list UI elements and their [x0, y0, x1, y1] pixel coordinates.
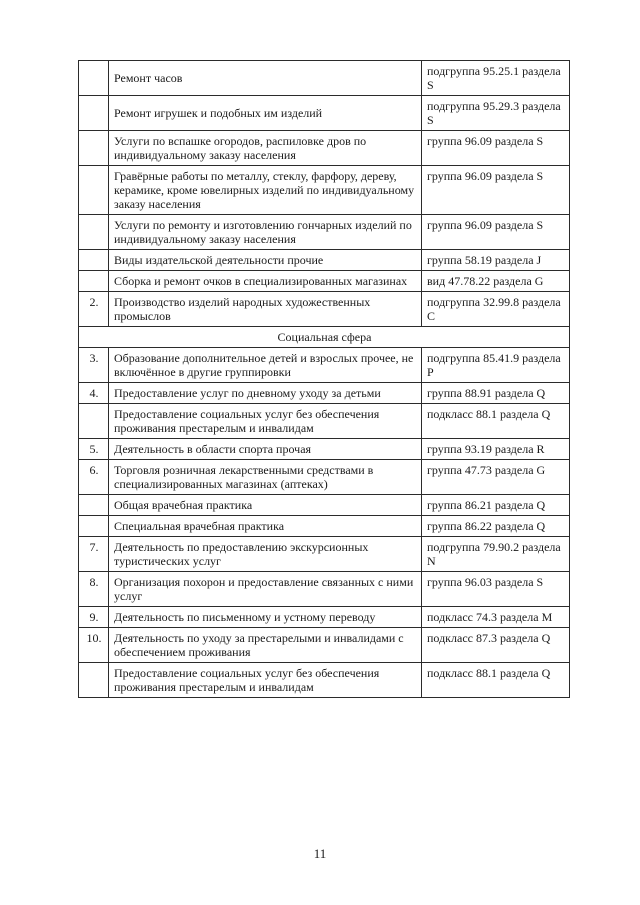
- item-number: 10.: [79, 628, 109, 663]
- item-number: [79, 663, 109, 698]
- activity-name: Виды издательской деятельности прочие: [109, 250, 422, 271]
- table-row: [79, 516, 570, 537]
- okved-code: группа 96.09 раздела S: [422, 131, 570, 166]
- okved-code: подкласс 87.3 раздела Q: [422, 628, 570, 663]
- activity-name: Ремонт игрушек и подобных им изделий: [109, 96, 422, 131]
- item-number: [79, 404, 109, 439]
- activity-name: Специальная врачебная практика: [109, 516, 422, 537]
- okved-code: подгруппа 95.25.1 раздела S: [422, 61, 570, 96]
- activity-name: Предоставление социальных услуг без обеспечения проживания престарелым и инвалидам: [109, 663, 422, 698]
- table-row: [79, 215, 570, 250]
- okved-code: подгруппа 32.99.8 раздела C: [422, 292, 570, 327]
- table-row: [79, 250, 570, 271]
- table-row: [79, 572, 570, 607]
- activity-name: Предоставление социальных услуг без обеспечения проживания престарелым и инвалидам: [109, 404, 422, 439]
- okved-code: группа 47.73 раздела G: [422, 460, 570, 495]
- item-number: [79, 96, 109, 131]
- activity-name: Ремонт часов: [109, 61, 422, 96]
- table-row: [79, 439, 570, 460]
- table-row: [79, 383, 570, 404]
- item-number: [79, 131, 109, 166]
- okved-code: группа 96.03 раздела S: [422, 572, 570, 607]
- table-row: [79, 292, 570, 327]
- table-row: [79, 166, 570, 215]
- activity-name: Деятельность по письменному и устному переводу: [109, 607, 422, 628]
- table-row: [79, 537, 570, 572]
- okved-code: подкласс 74.3 раздела M: [422, 607, 570, 628]
- activity-name: Услуги по ремонту и изготовлению гончарных изделий по индивидуальному заказу населения: [109, 215, 422, 250]
- section-title: Социальная сфера: [79, 327, 570, 348]
- item-number: [79, 516, 109, 537]
- okved-code: группа 86.21 раздела Q: [422, 495, 570, 516]
- okved-code: вид 47.78.22 раздела G: [422, 271, 570, 292]
- okved-code: группа 96.09 раздела S: [422, 166, 570, 215]
- page-number: 11: [313, 846, 327, 861]
- activity-code-table: [78, 60, 570, 698]
- activity-name: Гравёрные работы по металлу, стеклу, фарфору, дереву, керамике, кроме ювелирных изделий по индивидуальному заказу населения: [109, 166, 422, 215]
- table-row: [79, 61, 570, 96]
- activity-name: Общая врачебная практика: [109, 495, 422, 516]
- activity-name: Предоставление услуг по дневному уходу за детьми: [109, 383, 422, 404]
- item-number: 2.: [79, 292, 109, 327]
- item-number: 6.: [79, 460, 109, 495]
- okved-code: подгруппа 79.90.2 раздела N: [422, 537, 570, 572]
- table-row: [79, 348, 570, 383]
- okved-code: подгруппа 85.41.9 раздела P: [422, 348, 570, 383]
- item-number: 4.: [79, 383, 109, 404]
- okved-code: группа 58.19 раздела J: [422, 250, 570, 271]
- activity-name: Организация похорон и предоставление связанных с ними услуг: [109, 572, 422, 607]
- okved-code: подкласс 88.1 раздела Q: [422, 404, 570, 439]
- okved-code: группа 88.91 раздела Q: [422, 383, 570, 404]
- activity-name: Торговля розничная лекарственными средствами в специализированных магазинах (аптеках): [109, 460, 422, 495]
- okved-code: подгруппа 95.29.3 раздела S: [422, 96, 570, 131]
- item-number: [79, 61, 109, 96]
- activity-name: Деятельность по предоставлению экскурсионных туристических услуг: [109, 537, 422, 572]
- item-number: [79, 250, 109, 271]
- item-number: [79, 495, 109, 516]
- item-number: 5.: [79, 439, 109, 460]
- activity-name: Образование дополнительное детей и взрослых прочее, не включённое в другие группировки: [109, 348, 422, 383]
- okved-code: подкласс 88.1 раздела Q: [422, 663, 570, 698]
- item-number: 7.: [79, 537, 109, 572]
- item-number: 3.: [79, 348, 109, 383]
- table-row: [79, 460, 570, 495]
- item-number: [79, 215, 109, 250]
- okved-code: группа 86.22 раздела Q: [422, 516, 570, 537]
- table-row: [79, 271, 570, 292]
- activity-name: Услуги по вспашке огородов, распиловке дров по индивидуальному заказу населения: [109, 131, 422, 166]
- okved-code: группа 96.09 раздела S: [422, 215, 570, 250]
- table-row: [79, 607, 570, 628]
- item-number: 8.: [79, 572, 109, 607]
- activity-name: Производство изделий народных художественных промыслов: [109, 292, 422, 327]
- table-row: [79, 663, 570, 698]
- table-row: [79, 495, 570, 516]
- table-row: [79, 131, 570, 166]
- item-number: [79, 271, 109, 292]
- item-number: [79, 166, 109, 215]
- table-body: [79, 61, 570, 698]
- activity-name: Деятельность по уходу за престарелыми и инвалидами с обеспечением проживания: [109, 628, 422, 663]
- table-row: [79, 96, 570, 131]
- table-row: [79, 628, 570, 663]
- okved-code: группа 93.19 раздела R: [422, 439, 570, 460]
- table-row: [79, 404, 570, 439]
- activity-name: Деятельность в области спорта прочая: [109, 439, 422, 460]
- section-header-row: [79, 327, 570, 348]
- item-number: 9.: [79, 607, 109, 628]
- activity-name: Сборка и ремонт очков в специализированных магазинах: [109, 271, 422, 292]
